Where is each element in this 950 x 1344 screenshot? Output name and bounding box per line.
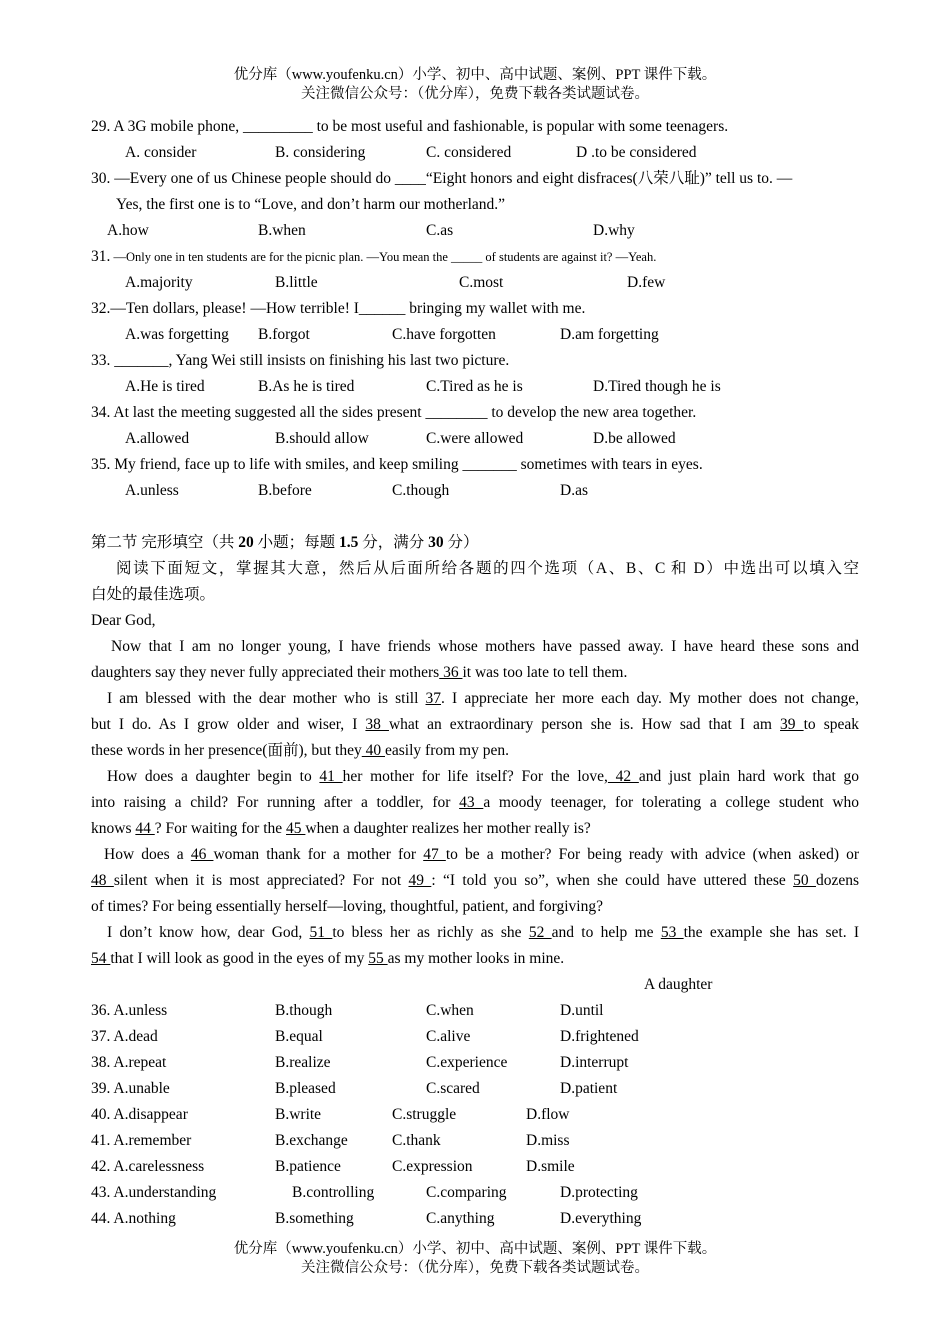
question-32-options: [91, 322, 859, 348]
option-d: D.miss: [526, 1132, 570, 1149]
option-b: B.something: [275, 1210, 354, 1227]
option-b: B.when: [258, 222, 306, 239]
question-29-options: [91, 140, 859, 166]
blank-51: 51: [309, 924, 333, 941]
question-30-options: [91, 218, 859, 244]
passage-paragraph-4: [91, 842, 859, 868]
option-c: C.experience: [426, 1054, 508, 1071]
question-34-stem: 34. At last the meeting suggested all the sides present ________ to develop the new area together.: [91, 404, 697, 421]
option-c: C.as: [426, 222, 454, 239]
section-2-text: 第二节 完形填空（共: [91, 534, 239, 551]
passage-text: woman thank for a mother for: [213, 846, 424, 863]
option-b: B.little: [275, 274, 318, 291]
blank-44: 44: [135, 820, 155, 837]
passage-text: I don’t know how, dear God,: [107, 924, 310, 941]
option-c: C.Tired as he is: [426, 378, 523, 395]
passage-text: into raising a child? For running after a toddler, for: [91, 794, 460, 811]
header-line-1: 优分库（www.youfenku.cn）小学、初中、高中试题、案例、PPT 课件下载。: [233, 67, 717, 83]
blank-43: 43: [459, 794, 484, 811]
option-a: A.how: [107, 222, 149, 239]
question-32-stem: 32.—Ten dollars, please! —How terrible! I______ bringing my wallet with me.: [91, 300, 586, 317]
passage-text: and to help me: [551, 924, 661, 941]
option-number-a: 43. A.understanding: [91, 1184, 217, 1201]
passage-paragraph-5-cont: [91, 946, 859, 972]
passage-text: How does a daughter begin to: [107, 768, 320, 785]
passage-text: silent when it is most appreciated? For not: [113, 872, 409, 889]
passage-text: these words in her presence(面前), but they: [91, 742, 362, 759]
option-c: C.anything: [426, 1210, 495, 1227]
option-b: B.forgot: [258, 326, 310, 343]
passage-text: How does a: [104, 846, 191, 863]
option-b: B.pleased: [275, 1080, 336, 1097]
passage-paragraph-4-end: of times? For being essentially herself—loving, thoughtful, patient, and forgiving?: [91, 898, 603, 915]
section-2-points-each: 1.5: [339, 534, 359, 551]
blank-36: 36: [439, 664, 463, 681]
option-d: D.until: [560, 1002, 604, 1019]
blank-42: 42: [607, 768, 639, 785]
passage-text: as my mother looks in mine.: [387, 950, 565, 967]
option-b: B.exchange: [275, 1132, 348, 1149]
option-c: C.struggle: [392, 1106, 457, 1123]
option-a: A.unless: [125, 482, 179, 499]
blank-55: 55: [368, 950, 388, 967]
passage-text: . I appreciate her more each day. My mother does not change,: [441, 690, 859, 707]
option-b: B.though: [275, 1002, 333, 1019]
option-c: C.thank: [392, 1132, 441, 1149]
question-31-text: —Only one in ten students are for the picnic plan. —You mean the _____ of students are against it? —Yeah.: [113, 250, 657, 264]
option-b: B.patience: [275, 1158, 341, 1175]
option-d: D.everything: [560, 1210, 642, 1227]
option-c: C.most: [459, 274, 504, 291]
option-number-a: 44. A.nothing: [91, 1210, 176, 1227]
passage-text: but I do. As I grow older and wiser, I: [91, 716, 366, 733]
blank-54: 54: [91, 950, 111, 967]
section-2-text: 分）: [443, 534, 479, 551]
option-b: B.write: [275, 1106, 322, 1123]
section-2-instructions-cont: 白处的最佳选项。: [91, 586, 216, 603]
option-c: C.when: [426, 1002, 474, 1019]
option-c: C.though: [392, 482, 450, 499]
blank-40: 40: [361, 742, 385, 759]
cloze-option-row: [91, 1050, 859, 1076]
exam-content: [91, 114, 859, 1232]
passage-paragraph-2-cont: [91, 712, 859, 738]
option-a: A.majority: [125, 274, 193, 291]
passage-paragraph-5: [91, 920, 859, 946]
passage-text: I am blessed with the dear mother who is still: [107, 690, 426, 707]
question-35-options: [91, 478, 859, 504]
option-d: D.flow: [526, 1106, 570, 1123]
blank-37: 37: [425, 690, 442, 707]
option-b: B.As he is tired: [258, 378, 355, 395]
passage-text: knows: [91, 820, 136, 837]
passage-text: her mother for life itself? For the love,: [342, 768, 608, 785]
section-2-total: 30: [428, 534, 444, 551]
passage-text: and just plain hard work that go: [638, 768, 859, 785]
passage-text: ? For waiting for the: [154, 820, 287, 837]
passage-paragraph-1: Now that I am no longer young, I have friends whose mothers have passed away. I have heard these sons and: [111, 638, 859, 655]
option-b: B.before: [258, 482, 312, 499]
option-c: C.expression: [392, 1158, 473, 1175]
cloze-option-row: [91, 1180, 859, 1206]
option-a: A. consider: [125, 144, 197, 161]
option-b: B.should allow: [275, 430, 369, 447]
option-number-a: 40. A.disappear: [91, 1106, 188, 1123]
page-header: [0, 66, 950, 104]
passage-paragraph-3: [91, 764, 859, 790]
question-29-stem: 29. A 3G mobile phone, _________ to be most useful and fashionable, is popular with some teenagers.: [91, 118, 729, 135]
passage-text: dozens: [815, 872, 859, 889]
passage-text: when a daughter realizes her mother really is?: [305, 820, 591, 837]
option-number-a: 39. A.unable: [91, 1080, 170, 1097]
footer-line-2: 关注微信公众号：（优分库），免费下载各类试题试卷。: [301, 1260, 649, 1276]
option-b: B.equal: [275, 1028, 323, 1045]
cloze-option-row: [91, 1024, 859, 1050]
blank-49: 49: [408, 872, 432, 889]
option-d: D.protecting: [560, 1184, 638, 1201]
option-b: B. considering: [275, 144, 366, 161]
option-number-a: 38. A.repeat: [91, 1054, 167, 1071]
section-2-count: 20: [238, 534, 254, 551]
question-31-number: 31.: [91, 248, 111, 265]
question-35-stem: 35. My friend, face up to life with smiles, and keep smiling _______ sometimes with tears in eyes.: [91, 456, 703, 473]
question-30-stem: 30. —Every one of us Chinese people should do ____“Eight honors and eight disfraces(八荣八耻)” tell us to. —: [91, 170, 793, 187]
passage-text: it was too late to tell them.: [462, 664, 628, 681]
question-31-options: [91, 270, 859, 296]
option-d: D.few: [627, 274, 666, 291]
blank-41: 41: [319, 768, 343, 785]
option-c: C.scared: [426, 1080, 480, 1097]
passage-text: daughters say they never fully appreciated their mothers: [91, 664, 440, 681]
blank-52: 52: [528, 924, 552, 941]
passage-paragraph-4-cont: [91, 868, 859, 894]
option-number-a: 37. A.dead: [91, 1028, 158, 1045]
section-2-heading: [91, 530, 859, 556]
cloze-option-row: [91, 1102, 859, 1128]
question-33-stem: 33. _______, Yang Wei still insists on finishing his last two picture.: [91, 352, 510, 369]
option-d: D.frightened: [560, 1028, 639, 1045]
section-2-text: 分，满分: [358, 534, 429, 551]
option-c: C.alive: [426, 1028, 471, 1045]
cloze-option-row: [91, 1128, 859, 1154]
option-d: D.be allowed: [593, 430, 676, 447]
passage-text: to bless her as richly as she: [332, 924, 529, 941]
option-d: D.interrupt: [560, 1054, 629, 1071]
option-a: A.was forgetting: [125, 326, 229, 343]
option-number-a: 41. A.remember: [91, 1132, 192, 1149]
option-d: D.why: [593, 222, 635, 239]
option-d: D.am forgetting: [560, 326, 659, 343]
letter-greeting: Dear God,: [91, 612, 156, 629]
blank-45: 45: [286, 820, 306, 837]
passage-paragraph-1-cont: [91, 660, 859, 686]
cloze-options-list: [91, 998, 859, 1232]
section-2-instructions: 阅读下面短文，掌握其大意，然后从后面所给各题的四个选项（A、B、C 和 D）中选出可以填入空: [116, 560, 859, 577]
option-c: C.were allowed: [426, 430, 524, 447]
option-d: D.smile: [526, 1158, 575, 1175]
option-d: D .to be considered: [576, 144, 697, 161]
passage-text: to be a mother? For being ready with advice (when asked) or: [445, 846, 859, 863]
option-d: D.as: [560, 482, 588, 499]
passage-text: easily from my pen.: [385, 742, 509, 759]
option-number-a: 36. A.unless: [91, 1002, 168, 1019]
passage-paragraph-2-end: [91, 738, 859, 764]
blank-50: 50: [793, 872, 816, 889]
option-b: B.controlling: [292, 1184, 375, 1201]
passage-text: that I will look as good in the eyes of my: [110, 950, 369, 967]
question-30-stem-cont: Yes, the first one is to “Love, and don’t harm our motherland.”: [116, 196, 506, 213]
cloze-option-row: [91, 1154, 859, 1180]
option-c: C.comparing: [426, 1184, 507, 1201]
blank-46: 46: [190, 846, 214, 863]
spacer: [91, 504, 859, 530]
option-number-a: 42. A.carelessness: [91, 1158, 205, 1175]
cloze-option-row: [91, 998, 859, 1024]
option-c: C.have forgotten: [392, 326, 496, 343]
passage-text: a moody teenager, for tolerating a college student who: [483, 794, 859, 811]
passage-text: : “I told you so”, when she could have uttered these: [431, 872, 794, 889]
blank-47: 47: [423, 846, 446, 863]
cloze-option-row: [91, 1206, 859, 1232]
passage-paragraph-3-cont: [91, 790, 859, 816]
letter-signature: A daughter: [644, 976, 713, 993]
passage-text: to speak: [803, 716, 859, 733]
passage-paragraph-2: [91, 686, 859, 712]
blank-48: 48: [91, 872, 114, 889]
passage-text: the example she has set. I: [683, 924, 859, 941]
page-footer: [0, 1240, 950, 1278]
blank-53: 53: [660, 924, 684, 941]
blank-39: 39: [780, 716, 804, 733]
question-31-stem: [91, 244, 859, 270]
header-line-2: 关注微信公众号：（优分库），免费下载各类试题试卷。: [301, 86, 649, 102]
option-a: A.He is tired: [125, 378, 205, 395]
passage-text: what an extraordinary person she is. How sad that I am: [388, 716, 781, 733]
option-b: B.realize: [275, 1054, 331, 1071]
blank-38: 38: [365, 716, 389, 733]
question-33-options: [91, 374, 859, 400]
question-34-options: [91, 426, 859, 452]
option-a: A.allowed: [125, 430, 190, 447]
section-2-text: 小题；每题: [253, 534, 340, 551]
cloze-option-row: [91, 1076, 859, 1102]
footer-line-1: 优分库（www.youfenku.cn）小学、初中、高中试题、案例、PPT 课件下载。: [233, 1241, 717, 1257]
passage-paragraph-3-end: [91, 816, 859, 842]
option-c: C. considered: [426, 144, 512, 161]
option-d: D.Tired though he is: [593, 378, 721, 395]
option-d: D.patient: [560, 1080, 618, 1097]
